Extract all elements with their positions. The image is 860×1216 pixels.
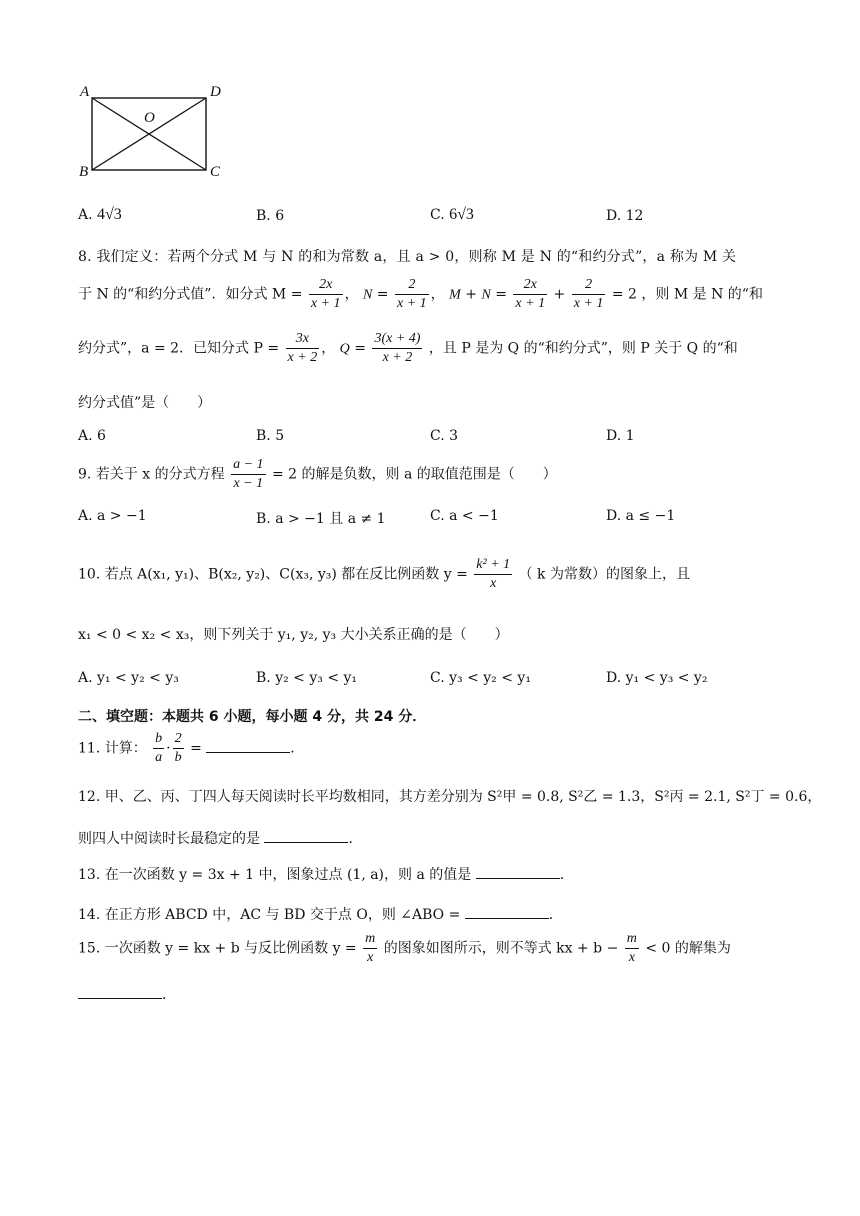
- q7-option-d: D. 12: [606, 208, 644, 224]
- q12-line-2: 则四人中阅读时长最稳定的是 ．: [78, 828, 362, 848]
- q11-stem: 11. 计算： $\frac{b}{a}$ · $\frac{2}{b}$ = ．: [78, 731, 305, 765]
- q10-option-c: C. y₃ < y₂ < y₁: [430, 670, 531, 686]
- q8-line-1: 8. 我们定义：若两个分式 M 与 N 的和为常数 a，且 a > 0，则称 M 是 N 的“和约分式”，a 称为 M 关: [78, 249, 737, 265]
- label-o: O: [144, 110, 155, 126]
- q15-stem: 15. 一次函数 y = kx + b 与反比例函数 y = $\frac{m}{x}$ 的图象如图所示，则不等式 kx + b − $\frac{m}{x}$ < 0 的解集为: [78, 931, 731, 965]
- q8-option-c: C. 3: [430, 428, 459, 444]
- q8-line-3: 约分式”，a = 2．已知分式 P = $\frac{3x}{x + 2}$ ， Q = $\frac{3(x + 4)}{x + 2}$ ，且 P 是为 Q 的“和约分式”，则 P 关于 Q 的“和: [78, 331, 738, 365]
- q10-option-d: D. y₁ < y₃ < y₂: [606, 670, 708, 686]
- q9-option-d: D. a ≤ −1: [606, 508, 676, 524]
- label-b: B: [79, 164, 89, 180]
- q15-answer-line: ．: [78, 984, 176, 1004]
- q12-line-1: 12. 甲、乙、丙、丁四人每天阅读时长平均数相同，其方差分别为 S²甲 = 0.8, S²乙 = 1.3，S²丙 = 2.1, S²丁 = 0.6，: [78, 789, 822, 805]
- q10-option-a: A. y₁ < y₂ < y₃: [78, 670, 179, 686]
- q7-option-a: A. 4√3: [78, 206, 122, 223]
- label-a: A: [80, 84, 90, 100]
- q12-answer-blank[interactable]: [264, 828, 348, 843]
- q13-stem: 13. 在一次函数 y = 3x + 1 中，图象过点 (1, a)，则 a 的值是 ．: [78, 864, 574, 884]
- label-d: D: [210, 84, 221, 100]
- q7-option-c: C. 6√3: [430, 206, 474, 223]
- q11-answer-blank[interactable]: [206, 738, 290, 753]
- q9-option-a: A. a > −1: [78, 508, 147, 524]
- q15-answer-blank[interactable]: [78, 984, 162, 999]
- section-2-heading: 二、填空题：本题共 6 小题，每小题 4 分，共 24 分．: [78, 709, 427, 725]
- q14-answer-blank[interactable]: [465, 904, 549, 919]
- q10-option-b: B. y₂ < y₃ < y₁: [256, 670, 358, 686]
- q14-stem: 14. 在正方形 ABCD 中，AC 与 BD 交于点 O，则 ∠ABO = ．: [78, 904, 563, 924]
- q10-stem-line-2: x₁ < 0 < x₂ < x₃，则下列关于 y₁, y₂, y₃ 大小关系正确的是（ ）: [78, 627, 509, 643]
- q9-stem: 9. 若关于 x 的分式方程 $\frac{a - 1}{x - 1}$ = 2 的解是负数，则 a 的取值范围是（ ）: [78, 457, 557, 491]
- q8-line-2: 于 N 的“和约分式值”．如分式 M = $\frac{2x}{x + 1}$ ， N = $\frac{2}{x + 1}$ ， M + N = $\frac{2x}{x + 1}$ + $\frac{2}{x + 1}$ = 2 ，则 M 是 N 的“和: [78, 277, 763, 311]
- q8-line-4: 约分式值”是（ ）: [78, 395, 212, 411]
- q7-option-b: B. 6: [256, 208, 285, 224]
- q13-answer-blank[interactable]: [476, 864, 560, 879]
- q8-option-b: B. 5: [256, 428, 285, 444]
- q9-option-b: B. a > −1 且 a ≠ 1: [256, 511, 386, 527]
- label-c: C: [210, 164, 221, 180]
- q8-option-d: D. 1: [606, 428, 635, 444]
- q10-stem-line-1: 10. 若点 A(x₁, y₁)、B(x₂, y₂)、C(x₃, y₃) 都在反比例函数 y = $\frac{\text{k² + 1}}{x}$ （ k 为常数）的图象上，且: [78, 557, 690, 591]
- q8-option-a: A. 6: [78, 428, 106, 444]
- q9-option-c: C. a < −1: [430, 508, 499, 524]
